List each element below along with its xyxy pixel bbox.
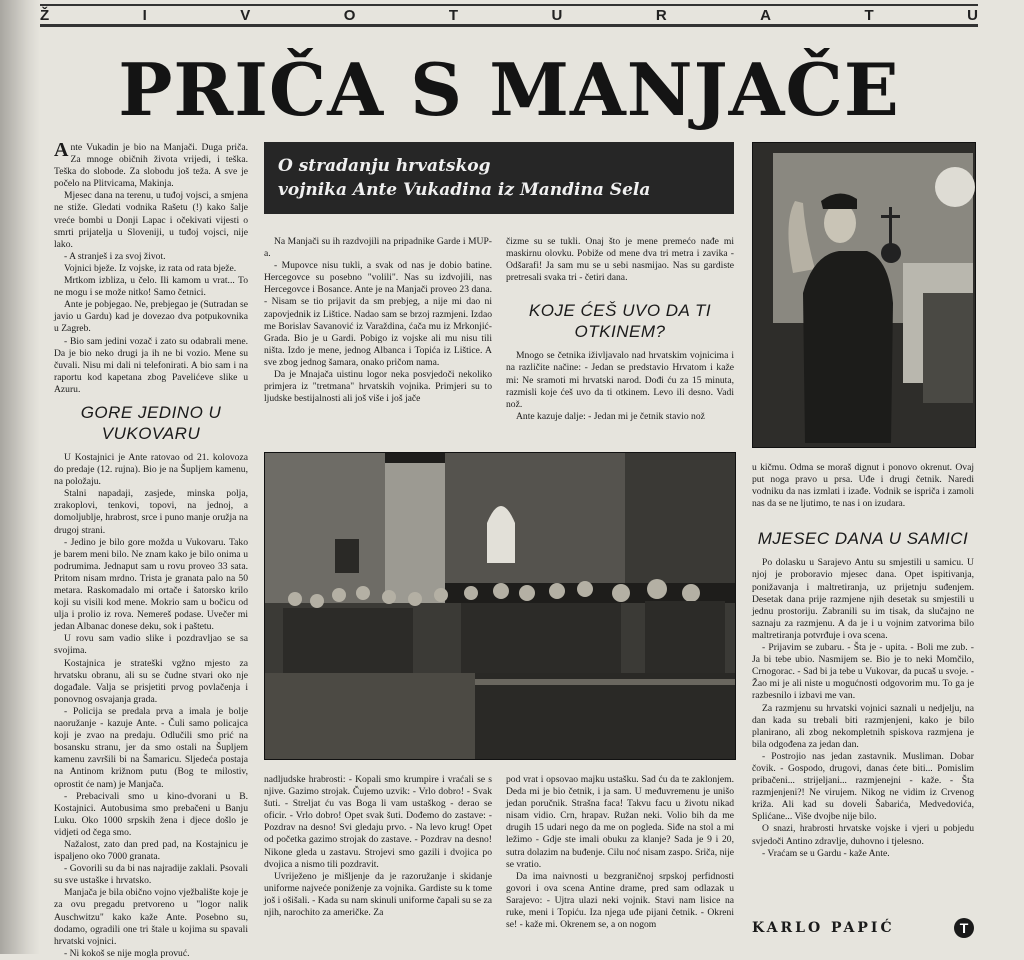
portrait-photo — [752, 142, 976, 448]
paragraph: Mrtkom izbliza, u čelo. Ili kamom u vrat... To ne mogu i se može nitko! Samo četnici. — [54, 275, 248, 299]
deck-line: O stradanju hrvatskog — [278, 156, 491, 176]
paragraph: - Govorili su da bi nas najradije zaklali. Psovali su sve ustaške i hrvatsko. — [54, 863, 248, 887]
paragraph: - Ni kokoš se nije mogla provuć. — [64, 947, 190, 959]
paragraph: - A stranješ i za svoj život. — [64, 250, 166, 262]
section-rule-bottom — [40, 24, 978, 27]
magazine-logo-icon: T — [954, 918, 974, 938]
intro-paragraph — [54, 139, 248, 190]
section-letter: R — [655, 6, 667, 24]
paragraph: - Bio sam jedini vozač i zato su odabrali mene. Da je bio neko drugi ja ih ne bi vozio. Mene su čuvali. Nisu mi dali ni telefonirati. A bio sam i na raportu kod kapetana zbog Pavelićeve slike u Azuru. — [54, 335, 248, 395]
paragraph: - Policija se predala prva a imala je bolje naoružanje - kazuje Ante. - Čuli samo policajca koji je zvao na predaju. Odlučili smo prić na bosansku stranu, jer da smo ostali na Šupljem kamenu završili bi na Šamaricu. Sljedeća postaja na Antinom križnom putu (Bog te milostiv, oprostit će nam) je Manjača. — [54, 705, 248, 790]
paragraph: Mnogo se četnika iživljavalo nad hrvatskim vojnicima i na različite načine: - Jedan se predstavio Hrvatom i kaže mi: Ne sramoti mi hrvatski narod. Dođi ću za 15 minuta, razmisli koje ćeš uvo da ti otkinem. Levo ili desno. Vadi nož. — [506, 350, 734, 410]
article-column-3-bottom — [506, 774, 734, 948]
group-in-chapel-image — [265, 453, 735, 759]
paragraph: Ante kazuje dalje: - Jedan mi je četnik stavio nož — [516, 410, 705, 422]
paragraph: Manjača je bila obično vojno vježbalište koje je za ovu pregadu pretvoreno u "logor nalik Auschwitzu" kako kaže Ante. Posebno su, dodamo, ogradili one tri štale u kojima su spavali hrvatski vojnici. — [54, 887, 248, 947]
paragraph: Stalni napadaji, zasjede, minska polja, zrakoplovi, tenkovi, topovi, na jednoj, a domoljublje, hrabrost, srce i puno manje oružja na drugoj strani. — [54, 488, 248, 536]
section-letter: U — [551, 6, 563, 24]
chapel-group-photo — [264, 452, 736, 760]
section-letter: Ž — [40, 6, 50, 24]
section-letter: A — [760, 6, 772, 24]
paragraph: Ante je pobjegao. Ne, prebjegao je (Sutradan se javio u Gardu) kad je dovezao dva potpukovnika u Zagreb. — [54, 299, 248, 335]
paragraph: U Kostajnici je Ante ratovao od 21. kolovoza do predaje (12. rujna). Bio je na Šupljem kamenu, na položaju. — [54, 451, 248, 488]
intro-text: nte Vukadin je bio na Manjači. Duga priča. Za mnoge običnih života vrijedi, i teška. Teška do slobode. Za slobodu još teža. A sve je počelo na Plitvicama, Makinja. — [54, 142, 248, 190]
section-letter: V — [240, 6, 251, 24]
section-letter: U — [967, 6, 978, 24]
paragraph: nadljudske hrabrosti: - Kopali smo krumpire i vraćali se s njive. Gazimo strojak. Čujemo uzvik: - Vrlo dobro! - Svak šuti. - Streljat ću vas Boga li vam ustaškog - derao se oficir. - Vrlo dobro! Opet svak šuti. Dođemo do zastave: - Pozdrav na desno! Svi gledaju prvo. - Na levo krug! Opet od početka gazimo strojak do zastave. - Pozdrav na desno! Nikone gleda u zastavu. Strojevi smo gazili i dvojica po dvojica a nismo tili pozdravit. — [264, 774, 492, 870]
paragraph: čizme su se tukli. Onaj što je mene premećo nađe mi maskirnu olovku. Pobiže od mene dva tri metra i zavika - Odšarafi! Ja sam mu se u sebi nasmijao. Nas su gardiste pretresali svaka tri - četiri dana. — [506, 236, 734, 284]
paragraph: O snazi, hrabrosti hrvatske vojske i vjeri u pobjedu svjedoči Antino zdravlje, duhovno i tjelesno. — [752, 823, 974, 847]
author-byline: KARLO PAPIĆ — [752, 920, 895, 936]
page-binding-shadow — [0, 0, 40, 954]
paragraph: - Prijavim se zubaru. - Šta je - upita. - Boli me zub. - Ja bi tebe ubio. Nasmijem se. Bio je to neki Momčilo, Crnogorac. - Sad bi ja tebe u Vukovar, da pucaš u svoje. - Žao mi je ali niste u mogućnosti odgovorim mu. To ga je razbesnilo i izbavi me van. — [752, 642, 974, 702]
section-letter: O — [343, 6, 356, 24]
paragraph: Uvriježeno je mišljenje da je razoružanje i skidanje uniforme najveće poniženje za vojnika. Gardiste su k tome još i ošišali. - Kada su nam skinuli uniforme čapali su se za njih, narochito za američke. Za — [264, 870, 492, 919]
subheading: GORE JEDINO U VUKOVARU — [80, 402, 222, 443]
subheading: MJESEC DANA U SAMICI — [757, 529, 969, 549]
paragraph: Da je Mnajača uistinu logor neka posvjedoči nekoliko primjera iz "tretmana" hrvatskih vojnika. Primjeri su to ljudske bestijalnosti ali još više i još jače — [264, 369, 492, 405]
article-column-4 — [752, 462, 974, 912]
paragraph: - Postrojio nas jedan zastavnik. Musliman. Dobar čovik. - Gospodo, drugovi, danas ćete biti... Pomislim pribačeni... strijeljani... razmjenejni - kaže. - Šta razmjenjeni?! Ne virujem. Nikog ne vidim iz Crvenog križa. Ali kad su doveli Šabarića, Medvedovića, Splićane... Više dvojbe nije bilo. — [752, 750, 974, 823]
paragraph: Po dolasku u Sarajevo Antu su smjestili u samicu. U njoj je proboravio mjesec dana. Opet ispitivanja, ponižavanja i maltretiranja, uz prijetnju suđenjem. Desetak dana prije razmjene njih desetak su smjestili u jednu prostoriju. Zabranili su im tisak, da slučajno ne saznaju za razmjenu. A da je i u vojnim zatvorima bilo maltretiranja potvrđuje i ova scena. — [752, 557, 974, 641]
section-letter: I — [142, 6, 147, 24]
subheading: KOJE ĆEŠ UVO DA TI OTKINEM? — [528, 301, 712, 342]
article-column-1 — [54, 139, 248, 959]
paragraph: Nažalost, zato dan pred pad, na Kostajnicu je ispaljeno oko 7000 granata. — [54, 838, 248, 863]
paragraph: - Jedino je bilo gore možda u Vukovaru. Tako je barem meni bilo. Ne znam kako je bilo onima u podrumima. Jednaput sam u rovu proveo 33 sata. Pritom nisam mrdno. Trista je granata palo na 50 metara. Raskomadalo mi ortače i šatorsko krilo koji su visili kod mene. Mokrio sam u bočicu od ulja i prolio iz rova. Nemereš podase. Uvečer mi jedan Albanac donese deku, sok i paštetu. — [54, 536, 248, 633]
paragraph: - Vraćam se u Gardu - kaže Ante. — [762, 847, 890, 859]
article-column-2-bottom — [264, 774, 492, 948]
paragraph: Da ima naivnosti u bezgraničnoj srpskoj perfidnosti govori i ova scena Antine drame, pred sam odlazak u Sarajevo: - Ujtra ulazi neki vojnik. Stavi nam lisice na ruke, meni i Topiću. Iza njega uđe pijani četnik. - Okreni se! - kaže mi. Okrenem se, a on nogom — [506, 870, 734, 931]
paragraph: pod vrat i opsovao majku ustašku. Sad ću da te zaklonjem. Deda mi je bio četnik, i ja sam. U međuvremenu je unišo jedan poručnik. Strašna faca! Takvu facu u životu nikad nisam vidio. Crn, hrapav. Ružan neki. Volio bih da me drugih 15 udari nego da me on pogleda. Siđe na stol a mi ležimo - Gdje ste imali obuku za klanje? Sada je 9 i 20, sutra dolazim na buđenje. Cilu noć nisam zaspo. Sriča, nije se vratio. — [506, 774, 734, 870]
drop-cap: A — [54, 139, 69, 161]
section-header — [40, 6, 978, 24]
article-column-2-top — [264, 236, 492, 444]
paragraph: Kostajnica je strateški vgžno mjesto za hrvatsku obranu, ali su se čudne stvari oko nje događale. Valja se prisjetiti prvog povlačenja i ponovnog osvajanja grada. — [54, 657, 248, 705]
section-letter: T — [448, 6, 459, 24]
article-column-3-top — [506, 236, 734, 444]
paragraph: u kičmu. Odma se moraš dignut i ponovo okrenut. Ovaj put noga pravo u prsa. Uđe i drugi četnik. Naredi vodniku da nas izmlati i izađe. Vodnik se ispriča i zamoli nas da se ne ljutimo, te nas i on izudara. — [752, 462, 974, 510]
deck-line: vojnika Ante Vukadina iz Mandina Sela — [278, 180, 651, 200]
headline: PRIČA S MANJAČE — [118, 47, 900, 132]
soldier-portrait-image — [753, 143, 975, 447]
section-letter: T — [864, 6, 874, 24]
paragraph: Za razmjenu su hrvatski vojnici saznali u nedjelju, na dan kada su trebali biti razmjenjeni, kako je bilo planirano, ali zbog nekompletnih spiskova razmjena je bila odgođena za jedan dan. — [752, 702, 974, 750]
paragraph: - Mupovce nisu tukli, a svak od nas je dobio batine. Hercegovce su posebno "volili". Nas su izdvojili, nas Hercegovce i Bosance. Ante je na Manjači proveo 23 dana. - Nisam se tio prijavit da sm prebjeg, a nije mi dao ni zapovjednik iz Lištice. Nadao sam se brzoj razmjeni. Izdao me Borislav Savanović iz Varaždina, ćača mu iz Mrkonjić-Grada. Bio je u Gardi. Pobigo iz vojske ali mu nisu tili ništa. Izdo je mene, jednog Albanca i Topića iz Lištice. A sve zbog jednog šamara, onako pričom nama. — [264, 260, 492, 368]
paragraph: - Prebacivali smo u kino-dvorani u B. Kostajnici. Autobusima smo prebačeni u Banju Luku. Oko 1000 srpskih žena i djece došlo je vidjeti od čega smo. — [54, 790, 248, 838]
paragraph: Na Manjači su ih razdvojili na pripadnike Garde i MUP-a. — [264, 236, 492, 260]
article-deck — [264, 142, 734, 214]
paragraph: U rovu sam vadio slike i pozdravljao se sa svojima. — [54, 633, 248, 657]
paragraph: Vojnici bježe. Iz vojske, iz rata od rata bježe. — [64, 262, 237, 274]
paragraph: Mjesec dana na terenu, u tuđoj vojsci, a smjena ne stiže. Gledati vodnika Rašetu (!) kako šalje vreće bombi u Donji Lapac i očekivati vijesti o smrti prijatelja u Sloveniji, u tuđoj vojsci, nije lako. — [54, 190, 248, 250]
